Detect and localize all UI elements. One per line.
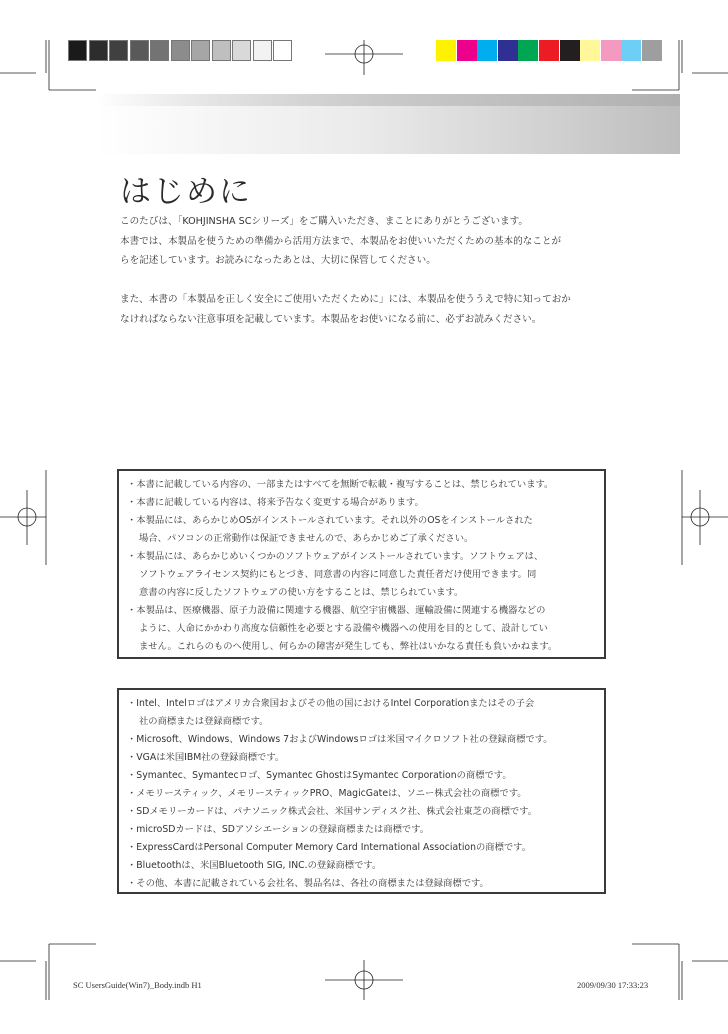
list-line: ソフトウェアライセンス契約にもとづき、同意書の内容に同意した責任者だけ使用できます。同 — [139, 569, 537, 580]
list-line: ・本製品には、あらかじめOSがインストールされています。それ以外のOSをインストールされた — [127, 515, 533, 526]
gray-swatch — [212, 40, 231, 61]
color-swatch — [560, 40, 580, 61]
list-line: 場合、パソコンの正常動作は保証できませんので、あらかじめご了承ください。 — [139, 533, 474, 544]
list-line: ・Intel、Intelロゴはアメリカ合衆国およびその他の国におけるIntel Corporationまたはその子会 — [127, 698, 535, 709]
gray-swatch — [171, 40, 190, 61]
intro-line: このたびは、「KOHJINSHA SCシリーズ」をご購入いただき、まことにありがとうございます。 — [120, 216, 529, 227]
list-line: ・Symantec、Symantecロゴ、Symantec GhostはSymantec Corporationの商標です。 — [127, 770, 512, 781]
list-line: ・本書に記載している内容は、将来予告なく変更する場合があります。 — [127, 497, 424, 508]
notice-line: また、本書の「本製品を正しく安全にご使用いただくために」には、本製品を使ううえで特に知っておか — [120, 294, 571, 305]
color-swatch — [457, 40, 477, 61]
list-line: 意書の内容に反したソフトウェアの使い方をすることは、禁じられています。 — [139, 587, 464, 598]
color-swatch — [498, 40, 518, 61]
page-title: はじめに — [120, 174, 252, 210]
list-line: 社の商標または登録商標です。 — [139, 716, 269, 727]
list-line: ・ExpressCardはPersonal Computer Memory Card International Associationの商標です。 — [127, 842, 532, 853]
intro-line: 本書では、本製品を使うための準備から活用方法まで、本製品をお使いいただくための基本的なことが — [120, 235, 562, 247]
disclaimer-list — [127, 476, 596, 656]
color-swatch — [518, 40, 538, 61]
list-line: ・メモリースティック、メモリースティックPRO、MagicGateは、ソニー株式会社の商標です。 — [127, 788, 527, 799]
color-swatch — [436, 40, 456, 61]
color-swatch — [539, 40, 559, 61]
gray-swatch — [130, 40, 149, 61]
trademark-box — [117, 688, 606, 894]
gray-swatch — [150, 40, 169, 61]
gray-swatch — [89, 40, 108, 61]
list-line: ように、人命にかかわり高度な信頼性を必要とする設備や機器への使用を目的として、設計してい — [139, 623, 548, 634]
list-line: ません。これらのものへ使用し、何らかの障害が発生しても、弊社はいかなる責任も負いかねます。 — [139, 641, 558, 652]
list-line: ・本製品には、あらかじめいくつかのソフトウェアがインストールされています。ソフトウェアは、 — [127, 551, 544, 562]
color-swatch — [642, 40, 662, 61]
list-line: ・Bluetoothは、米国Bluetooth SIG, INC.の登録商標です。 — [127, 860, 382, 871]
color-swatch — [621, 40, 641, 61]
list-line: ・その他、本書に記載されている会社名、製品名は、各社の商標または登録商標です。 — [127, 878, 489, 889]
list-line: ・本書に記載している内容の、一部またはすべてを無断で転載・複写することは、禁じられています。 — [127, 479, 554, 490]
disclaimer-box — [117, 469, 606, 659]
gray-swatch — [253, 40, 272, 61]
color-swatch — [477, 40, 497, 61]
trademark-list — [127, 695, 596, 893]
list-line: ・本製品は、医療機器、原子力設備に関連する機器、航空宇宙機器、運輸設備に関連する機器などの — [127, 605, 546, 616]
intro-paragraph — [120, 212, 620, 271]
list-line: ・VGAは米国IBM社の登録商標です。 — [127, 752, 285, 763]
footer-timestamp: 2009/09/30 17:33:23 — [577, 980, 649, 990]
list-line: ・microSDカードは、SDアソシエーションの登録商標または商標です。 — [127, 824, 430, 835]
gray-swatch — [191, 40, 210, 61]
gray-swatch — [109, 40, 128, 61]
header-gradient-stripe — [96, 94, 680, 106]
intro-line: らを記述しています。お読みになったあとは、大切に保管してください。 — [120, 255, 436, 266]
list-line: ・Microsoft、Windows、Windows 7およびWindowsロゴは米国マイクロソフト社の登録商標です。 — [127, 734, 553, 745]
color-swatch — [580, 40, 600, 61]
footer-file-name: SC UsersGuide(Win7)_Body.indb H1 — [73, 980, 202, 990]
safety-notice-paragraph — [120, 290, 620, 329]
list-line: ・SDメモリーカードは、パナソニック株式会社、米国サンディスク社、株式会社東芝の商標です。 — [127, 806, 538, 817]
gray-swatch — [273, 40, 292, 61]
gray-swatch — [68, 40, 87, 61]
gray-swatch — [232, 40, 251, 61]
notice-line: なければならない注意事項を記載しています。本製品をお使いになる前に、必ずお読みください。 — [120, 313, 542, 325]
color-swatch — [601, 40, 621, 61]
